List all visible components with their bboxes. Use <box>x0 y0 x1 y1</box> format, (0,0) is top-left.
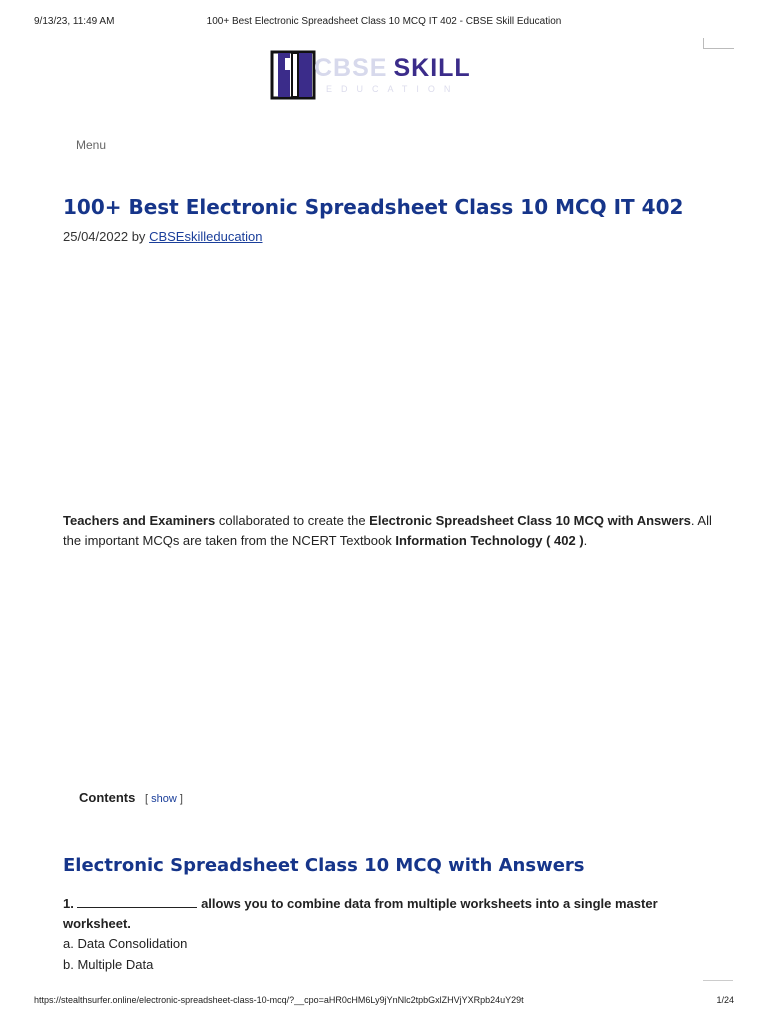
logo-subtitle: EDUCATION <box>326 84 460 94</box>
author-link[interactable]: CBSEskilleducation <box>149 229 263 244</box>
section-title: Electronic Spreadsheet Class 10 MCQ with Answers <box>63 855 585 876</box>
print-header <box>0 16 768 30</box>
logo-skill: SKILL <box>393 54 471 82</box>
print-page-number: 1/24 <box>716 995 734 1005</box>
bracket-close: ] <box>179 793 183 805</box>
show-contents-link[interactable]: show <box>151 793 177 805</box>
print-doc-title: 100+ Best Electronic Spreadsheet Class 10 MCQ IT 402 - CBSE Skill Education <box>206 16 562 27</box>
intro-text-1: collaborated to create the <box>215 513 370 528</box>
question-text: allows you to combine data from multiple worksheets into a single master worksheet. <box>63 896 658 931</box>
contents-toggle <box>145 793 183 805</box>
contents-label: Contents <box>79 790 136 805</box>
answer-blank <box>77 895 197 908</box>
print-datetime: 9/13/23, 11:49 AM <box>34 16 115 27</box>
menu-button[interactable]: Menu <box>76 138 107 152</box>
intro-text-2: . All the important MCQs are taken from the NCERT Textbook <box>63 513 712 548</box>
article-meta <box>63 229 263 244</box>
question-number: 1. <box>63 896 74 911</box>
book-icon <box>270 50 316 100</box>
logo-cbse: CBSE <box>314 54 388 82</box>
site-logo[interactable] <box>270 50 510 100</box>
bracket-open: [ <box>144 793 149 805</box>
article-date: 25/04/2022 <box>63 229 129 244</box>
intro-bold-1: Teachers and Examiners <box>63 513 216 528</box>
intro-bold-3: Information Technology ( 402 ) <box>395 533 584 548</box>
logo-wordmark <box>314 54 471 83</box>
footer-rule <box>703 980 733 981</box>
article-by: by <box>131 229 146 244</box>
table-of-contents <box>79 790 183 805</box>
intro-text-3: . <box>583 533 588 548</box>
option-b: b. Multiple Data <box>63 957 154 972</box>
print-url: https://stealthsurfer.online/electronic-spreadsheet-class-10-mcq/?__cpo=aHR0cHM6Ly9jYnNlc2tpbGxlZHVjYXRpb24uY29t <box>34 995 524 1005</box>
print-footer <box>0 995 768 1009</box>
corner-mark <box>703 38 734 49</box>
article-title: 100+ Best Electronic Spreadsheet Class 10 MCQ IT 402 <box>63 195 684 219</box>
option-a: a. Data Consolidation <box>63 936 188 951</box>
intro-paragraph <box>63 511 713 551</box>
intro-bold-2: Electronic Spreadsheet Class 10 MCQ with Answers <box>369 513 691 528</box>
question-1 <box>63 894 703 934</box>
